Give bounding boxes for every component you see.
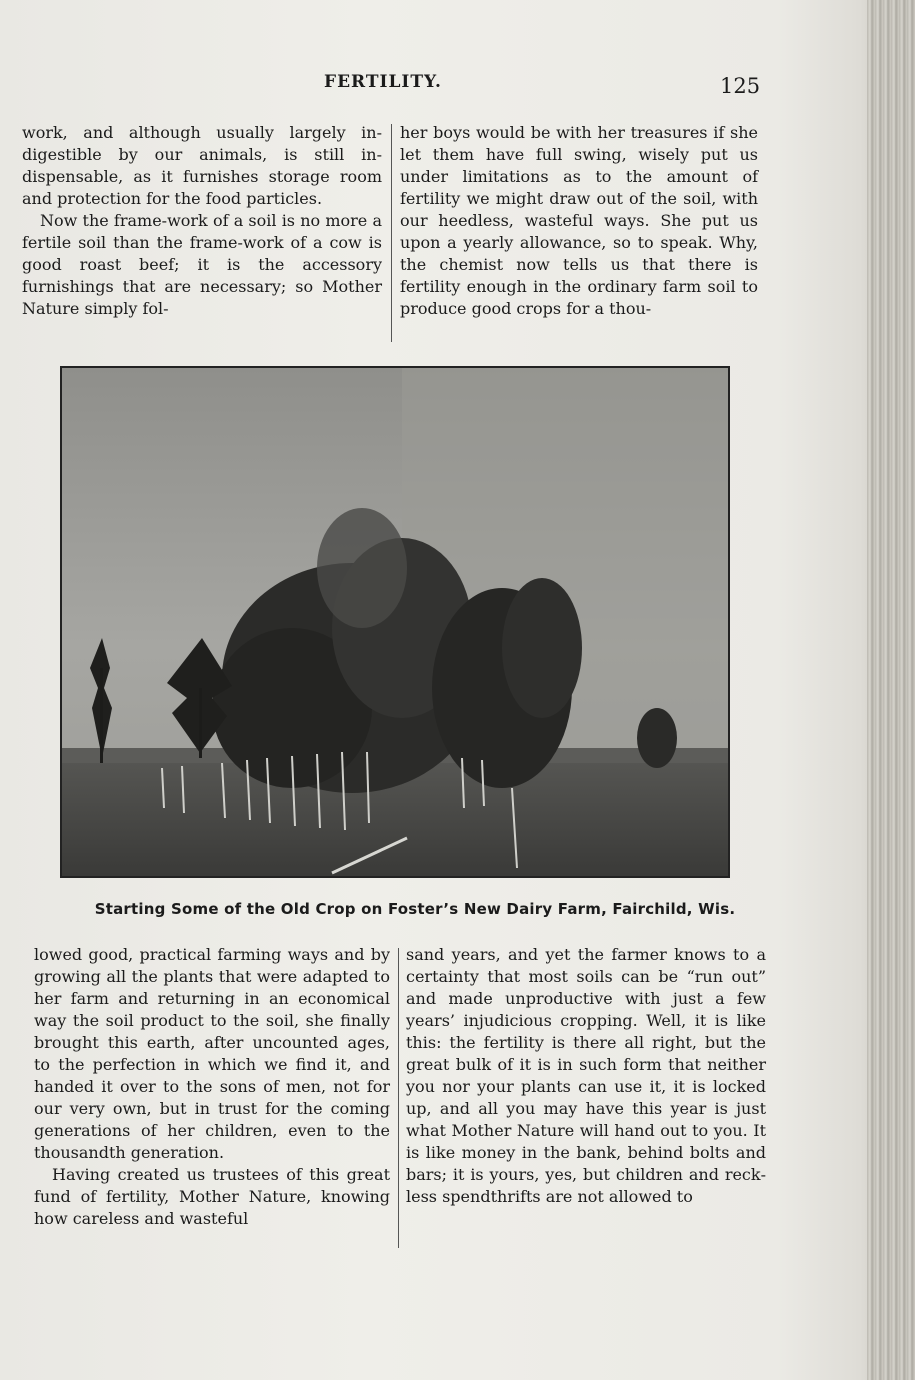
farm-photograph (60, 366, 730, 878)
page-header (0, 72, 915, 102)
column-bottom-left (34, 944, 390, 1230)
paragraph: her boys would be with her treasures if she let them have full swing, wisely put us under limitations as to the amount of fertility we might draw out of the soil, with our heedless, wasteful ways. She put us upon a yearly allowance, so to speak. Why, the chemist now tells us that there is fertility enough in the ordinary farm soil to produce good crops for a thou- (400, 123, 758, 318)
book-binding-edge (867, 0, 915, 1380)
column-bottom-right (406, 944, 766, 1208)
paragraph: Having created us trustees of this great fund of fertility, Mother Nature, knowing how careless and wasteful (34, 1165, 390, 1228)
trees-field-image (62, 368, 728, 876)
column-divider (398, 948, 399, 1248)
paragraph: sand years, and yet the farmer knows to a certainty that most soils can be “run out” and made unproductive with just a few years’ injudicious cropping. Well, it is like this: the fertility is there all right, but the great bulk of it is in such form that neither you nor your plants can use it, it is locked up, and all you may have this year is just what Mother Nature will hand out to you. It is like money in the bank, behind bolts and bars; it is yours, yes, but children and reckless spendthrifts are not allowed to (406, 945, 766, 1206)
paragraph: lowed good, practical farming ways and by growing all the plants that were adapted to her farm and returning in an economical way the soil product to the soil, she finally brought this earth, after uncounted ages, to the perfection in which we find it, and handed it over to the sons of men, not for our very own, but in trust for the coming generations of her children, even to the thousandth generation. (34, 945, 390, 1162)
running-head: FERTILITY. (324, 72, 442, 92)
column-top-right (400, 122, 758, 320)
paragraph: Now the frame-work of a soil is no more a fertile soil than the frame-work of a cow is good roast beef; it is the accessory furnishings that are necessary; so Mother Nature simply fol- (22, 211, 382, 318)
paragraph: work, and although usually largely indigestible by our animals, is still indispensable, as it furnishes storage room and protection for the food particles. (22, 123, 382, 208)
column-top-left (22, 122, 382, 320)
page-number: 125 (720, 74, 761, 98)
figure-caption: Starting Some of the Old Crop on Foster’s New Dairy Farm, Fairchild, Wis. (94, 900, 736, 918)
column-divider (391, 124, 392, 342)
